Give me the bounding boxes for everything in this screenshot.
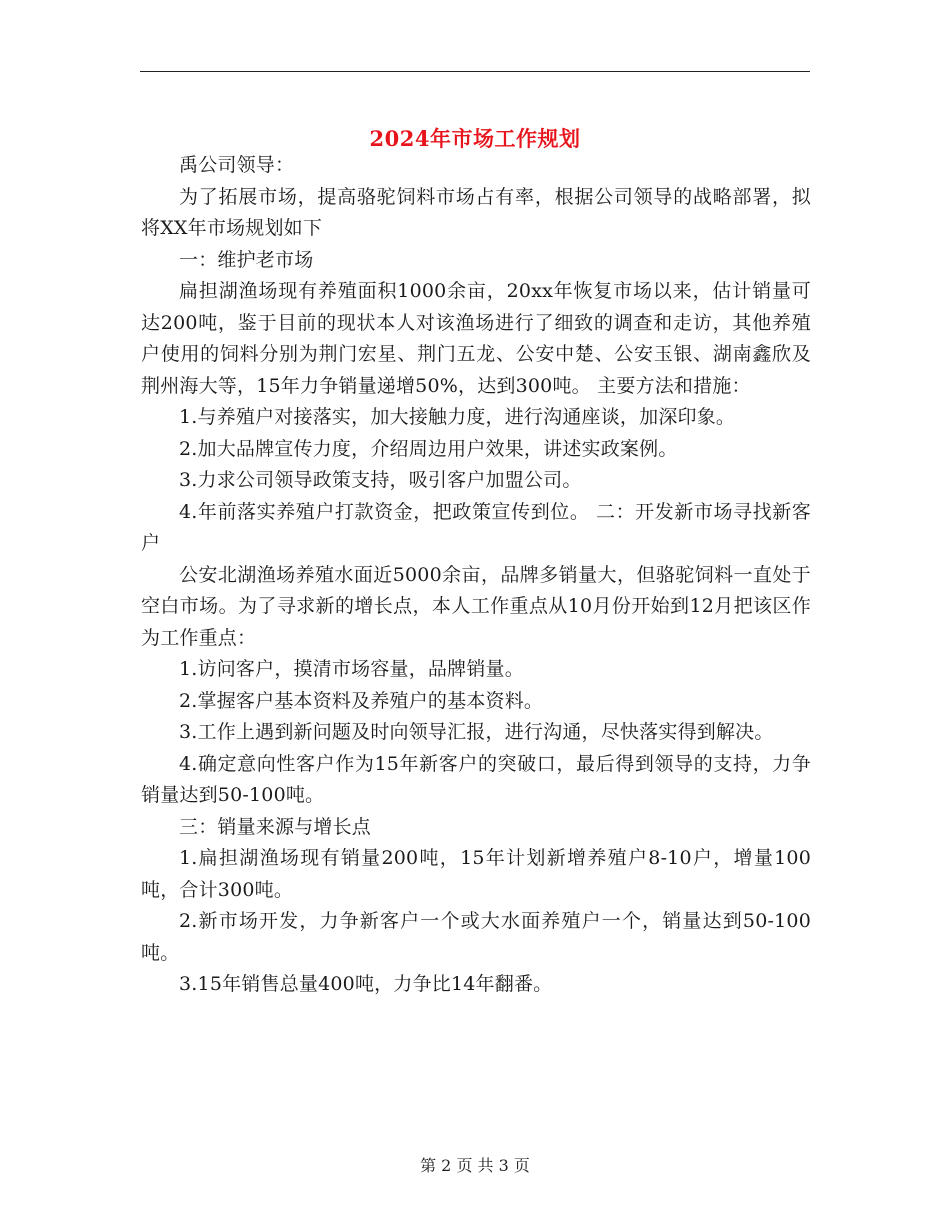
list-item: 1.扁担湖渔场现有销量200吨，15年计划新增养殖户8-10户，增量100吨，合计300吨。 <box>141 847 811 901</box>
list-item: 3.力求公司领导政策支持，吸引客户加盟公司。 <box>179 469 582 491</box>
intro-paragraph: 为了拓展市场，提高骆驼饲料市场占有率，根据公司领导的战略部署，拟将XX年市场规划如下 <box>141 185 811 239</box>
list-item: 3.工作上遇到新问题及时向领导汇报，进行沟通，尽快落实得到解决。 <box>179 721 774 743</box>
header-rule <box>140 71 810 72</box>
list-item: 4.年前落实养殖户打款资金，把政策宣传到位。 二：开发新市场寻找新客户 <box>141 500 811 554</box>
list-item: 2.掌握客户基本资料及养殖户的基本资料。 <box>179 689 544 712</box>
list-item: 2.加大品牌宣传力度，介绍周边用户效果，讲述实政案例。 <box>179 437 678 460</box>
body-paragraph: 公安北湖渔场养殖水面近5000余亩，品牌多销量大，但骆驼饲料一直处于空白市场。为了寻求新的增长点，本人工作重点从10月份开始到12月把该区作为工作重点： <box>141 563 811 649</box>
section-heading-3: 三：销量来源与增长点 <box>179 815 372 838</box>
page-number: 第 2 页 共 3 页 <box>420 1156 530 1175</box>
list-item: 3.15年销售总量400吨，力争比14年翻番。 <box>179 973 553 995</box>
section-heading-1: 一：维护老市场 <box>179 248 314 271</box>
list-item: 4.确定意向性客户作为15年新客户的突破口，最后得到领导的支持，力争销量达到50-100吨。 <box>141 752 811 806</box>
list-item: 2.新市场开发，力争新客户一个或大水面养殖户一个，销量达到50-100吨。 <box>141 910 811 964</box>
body-paragraph: 扁担湖渔场现有养殖面积1000余亩，20xx年恢复市场以来，估计销量可达200吨，鉴于目前的现状本人对该渔场进行了细致的调查和走访，其他养殖户使用的饲料分别为荆门宏星、荆门五龙、公安中楚、公安玉银、湖南鑫欣及荆州海大等，15年力争销量递增50%，达到300吨。 主要方法和措施： <box>141 280 811 397</box>
document-title: 2024年市场工作规划 <box>369 126 581 152</box>
list-item: 1.与养殖户对接落实，加大接触力度，进行沟通座谈，加深印象。 <box>179 406 736 428</box>
salutation: 禹公司领导： <box>179 154 295 176</box>
list-item: 1.访问客户，摸清市场容量，品牌销量。 <box>179 658 524 680</box>
document-body <box>141 150 811 1001</box>
